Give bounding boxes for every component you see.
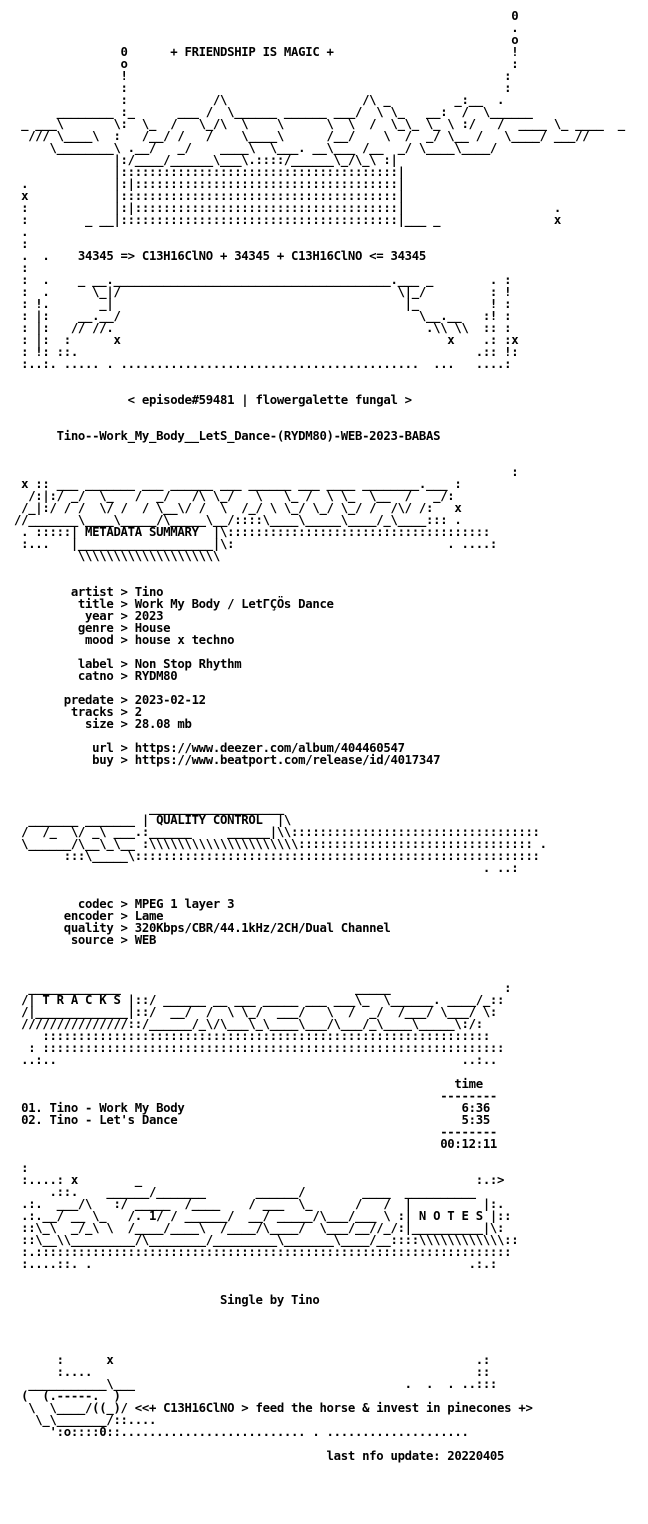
nfo-line: o : bbox=[14, 57, 519, 71]
nfo-line: : : bbox=[14, 81, 512, 95]
nfo-line bbox=[14, 874, 642, 886]
nfo-line: : !: ::. .:: !: bbox=[14, 345, 519, 359]
nfo-line: _____________ _____ : bbox=[14, 981, 512, 995]
nfo-line: . . 34345 => C13H16ClNO + 34345 + C13H16ClNO <= 34345 bbox=[14, 249, 426, 263]
nfo-line: \_\_______/::.... bbox=[14, 1413, 157, 1427]
nfo-line: quality > 320Kbps/CBR/44.1kHz/2CH/Dual Channel bbox=[14, 921, 391, 935]
nfo-line bbox=[14, 946, 642, 958]
nfo-line: //_______\____\_____/\_____\__/::::\____\_____\____/_\____::: . bbox=[14, 513, 462, 527]
nfo-line: \ \____/((_)/ <<+ C13H16ClNO > feed the horse & invest in pinecones +> bbox=[14, 1401, 533, 1415]
nfo-line bbox=[14, 1318, 642, 1330]
nfo-line: x |:::::::::::::::::::::::::::::::::::::::| bbox=[14, 189, 405, 203]
nfo-line: : _ __|:::::::::::::::::::::::::::::::::::::::|___ _ x bbox=[14, 213, 561, 227]
nfo-line: ________ :_ ___ / \______ ______ ___/ \ \_ __: / \______ bbox=[14, 105, 533, 119]
nfo-line: : bbox=[14, 1161, 29, 1175]
nfo-line: Single by Tino bbox=[14, 1293, 320, 1307]
nfo-line: ! : bbox=[14, 69, 512, 83]
nfo-line: :....: x _ :.:> bbox=[14, 1173, 505, 1187]
nfo-line: . |:|:::::::::::::::::::::::::::::::::::::| bbox=[14, 177, 405, 191]
nfo-line: codec > MPEG 1 layer 3 bbox=[14, 897, 235, 911]
nfo-line: : . \_|/ \|_/ : ! bbox=[14, 285, 512, 299]
nfo-line: ::\_\ _/_\ \ /____/____\ /____/\____/ \___/__//_/:|__________|\: bbox=[14, 1221, 505, 1235]
nfo-line: |:/____/______\___\.::::/______\_/\_\ :| bbox=[14, 153, 398, 167]
nfo-line: \________\ .__/ _/ ____\ \___. __\___ /__ _/ \____\____/ bbox=[14, 141, 498, 155]
nfo-line: year > 2023 bbox=[14, 609, 164, 623]
nfo-line: ::::::::::::::::::::::::::::::::::::::::::::::::::::::::::::::: bbox=[14, 1029, 490, 1043]
nfo-line: size > 28.08 mb bbox=[14, 717, 192, 731]
nfo-line: .:.__/ __ \_ /. 1/ / ______/ __/ _____/\___/___ \ :| N O T E S |:: bbox=[14, 1209, 512, 1223]
nfo-line: o bbox=[14, 33, 519, 47]
nfo-line: x :: ___ _______ ___ ______ ___ ______ ___ ____ ________.___ : bbox=[14, 477, 462, 491]
nfo-line: :....::. . .:.: bbox=[14, 1257, 498, 1271]
nfo-line: : |:|:::::::::::::::::::::::::::::::::::::| . bbox=[14, 201, 561, 215]
nfo-line bbox=[14, 1330, 642, 1342]
nfo-line bbox=[14, 1306, 642, 1318]
nfo-line: ___________\___ . . . ..::: bbox=[14, 1377, 498, 1391]
nfo-line: ::\__\\_________/\________/_________\_______\____/__::::\\\\\\\\\\\\:: bbox=[14, 1233, 519, 1247]
nfo-line: 02. Tino - Let's Dance 5:35 bbox=[14, 1113, 490, 1127]
nfo-line: |:::::::::::::::::::::::::::::::::::::::| bbox=[14, 165, 405, 179]
nfo-line: time bbox=[14, 1077, 483, 1091]
nfo-line: : /\ /\ _ _:__ . bbox=[14, 93, 505, 107]
nfo-line: Tino--Work_My_Body__LetS_Dance-(RYDM80)-WEB-2023-BABAS bbox=[14, 429, 441, 443]
nfo-line: : |: // //. .\\ \\ :: : bbox=[14, 321, 512, 335]
nfo-line: buy > https://www.beatport.com/release/id/4017347 bbox=[14, 753, 441, 767]
nfo-line: source > WEB bbox=[14, 933, 157, 947]
nfo-line: -------- bbox=[14, 1089, 498, 1103]
nfo-line: -------- bbox=[14, 1125, 498, 1139]
nfo-line: label > Non Stop Rhythm bbox=[14, 657, 242, 671]
nfo-line: 00:12:11 bbox=[14, 1137, 498, 1151]
nfo-line: 0 + FRIENDSHIP IS MAGIC + ! bbox=[14, 45, 519, 59]
nfo-line: mood > house x techno bbox=[14, 633, 235, 647]
nfo-line: :.... :: bbox=[14, 1365, 490, 1379]
nfo-line: genre > House bbox=[14, 621, 171, 635]
nfo-line: ..:.. ..:.. bbox=[14, 1053, 498, 1067]
nfo-line: :::\_____\::::::::::::::::::::::::::::::::::::::::::::::::::::::::: bbox=[14, 849, 540, 863]
nfo-line: : ::::::::::::::::::::::::::::::::::::::::::::::::::::::::::::::::: bbox=[14, 1041, 505, 1055]
nfo-line: artist > Tino bbox=[14, 585, 164, 599]
nfo-line: ///////////////::/______/_\/\___\_\____\___/\___/_\____\_____\:/: bbox=[14, 1017, 483, 1031]
nfo-line: . bbox=[14, 21, 519, 35]
nfo-line: ':o::::0::.......................... . .................... bbox=[14, 1425, 469, 1439]
nfo-line: /_|:/ / / \/ / / \__\/ / \ /_/ \ \_/ \_/ \_/ / /\/ /: x bbox=[14, 501, 462, 515]
nfo-line: :... |___________________|\: . ....: bbox=[14, 537, 498, 551]
nfo-line: .:. ___/\ :/ _____ /____ / ___ \_ / / | |:. bbox=[14, 1197, 505, 1211]
nfo-line: _______ _______ | QUALITY CONTROL |\ bbox=[14, 813, 292, 827]
nfo-line: .::. ______/_______ ______/ ____ __________ bbox=[14, 1185, 476, 1199]
nfo-line: : |: __.__/ \__.__ :! : bbox=[14, 309, 512, 323]
nfo-line: \\\\\\\\\\\\\\\\\\\\ bbox=[14, 549, 220, 563]
nfo-line: :.::::::::::::::::::::::::::::::::::::::::::::::::::::::::::::::::::: bbox=[14, 1245, 512, 1259]
nfo-line: encoder > Lame bbox=[14, 909, 164, 923]
nfo-line: 01. Tino - Work My Body 6:36 bbox=[14, 1101, 490, 1115]
nfo-line: title > Work My Body / LetΓÇÖs Dance bbox=[14, 597, 334, 611]
nfo-line bbox=[14, 562, 642, 574]
nfo-line: 0 bbox=[14, 9, 519, 23]
nfo-line bbox=[14, 442, 642, 454]
nfo-line: < episode#59481 | flowergalette fungal > bbox=[14, 393, 412, 407]
nfo-line: _ ___\ \: \_ / \_/\ \ \ \ \ / \_\_ \_ \ :/ / ____ \_ ____ _ bbox=[14, 117, 625, 131]
nfo-line: tracks > 2 bbox=[14, 705, 142, 719]
nfo-line: :..:. ..... . .......................................... ... ....: bbox=[14, 357, 512, 371]
nfo-line bbox=[14, 778, 642, 790]
nfo-line: /|_____________|::/ __/ / \ \_/ ___/ \ / _/ /___/ \___/ \: bbox=[14, 1005, 498, 1019]
nfo-line: : !. _| |_ ! : bbox=[14, 297, 512, 311]
nfo-line bbox=[14, 370, 642, 382]
nfo-line bbox=[14, 1270, 642, 1282]
nfo-line: : bbox=[14, 237, 29, 251]
nfo-line: ( (.-----. ) bbox=[14, 1389, 121, 1403]
nfo-line: ___________________ bbox=[14, 801, 284, 815]
nfo-line: : bbox=[14, 465, 519, 479]
nfo-line bbox=[14, 1150, 642, 1162]
nfo-line: . ..: bbox=[14, 861, 519, 875]
nfo-line bbox=[14, 406, 642, 418]
nfo-line: \______/\__\_\__ :\\\\\\\\\\\\\\\\\\\\\::::::::::::::::::::::::::::::::: . bbox=[14, 837, 547, 851]
nfo-line: : bbox=[14, 261, 29, 275]
nfo-line: catno > RYDM80 bbox=[14, 669, 178, 683]
nfo-line: / /_ \/ _\ ___.:______ ______|\\::::::::::::::::::::::::::::::::::: bbox=[14, 825, 540, 839]
nfo-line: /// \____\ : /__/ / / \____\ /__/ \ / _/ \__ / \____/ ___// bbox=[14, 129, 590, 143]
nfo-line: . bbox=[14, 225, 29, 239]
nfo-line: . :::::| METADATA SUMMARY |\::::::::::::::::::::::::::::::::::::: bbox=[14, 525, 490, 539]
nfo-line: /| T R A C K S |::/ ______ __ ___ _____ ___ ___\_ \______. ____/_:: bbox=[14, 993, 505, 1007]
nfo-line: : . _ __._______________________________________.___ _ . : bbox=[14, 273, 512, 287]
nfo-line: /:|:/ _/ \_ / _/ /\ \_/ \ \_ / \ \_ \__ / _/: bbox=[14, 489, 455, 503]
nfo-line: predate > 2023-02-12 bbox=[14, 693, 206, 707]
nfo-line: last nfo update: 20220405 bbox=[14, 1449, 505, 1463]
nfo-line: : |: : x x .: :x bbox=[14, 333, 519, 347]
nfo-line bbox=[14, 958, 642, 970]
nfo-line bbox=[14, 766, 642, 778]
nfo-line: url > https://www.deezer.com/album/404460547 bbox=[14, 741, 405, 755]
nfo-text bbox=[14, 10, 642, 1462]
nfo-line: : x .: bbox=[14, 1353, 490, 1367]
